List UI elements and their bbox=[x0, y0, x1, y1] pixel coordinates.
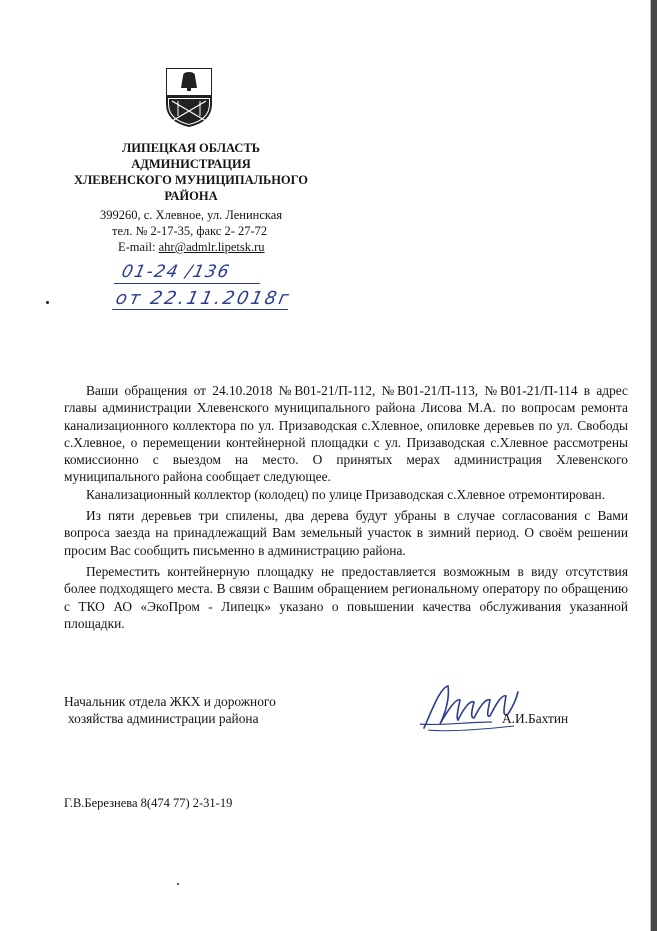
signatory-position: Начальник отдела ЖКХ и дорожного bbox=[64, 694, 276, 709]
paragraph-1: Ваши обращения от 24.10.2018 №В01-21/П-112, №В01-21/П-113, №В01-21/П-114 в адрес главы администрации Хлевенского муниципального района Лисова М.А. по вопросам ремонта канализационного коллектора по ул. Призаводская с.Хлевное, опиловке деревьев по ул. Свободы с.Хлевное, о перемещении контейнерной площадки с ул. Призаводская с.Хлевное рассмотрены комиссионно с выездом на место. О принятых мерах администрация Хлевенского муниципального района сообщает следующее. bbox=[64, 383, 628, 485]
scan-speck bbox=[46, 301, 49, 304]
scan-edge bbox=[651, 0, 657, 931]
paragraph-3: Из пяти деревьев три спилены, два дерева будут убраны в случае согласования с Вами вопроса заезда на принадлежащий Вам земельный участок в зимний период. О своём решении просим Вас сообщить письменно в администрацию района. bbox=[64, 508, 628, 558]
paragraph-2: Канализационный коллектор (колодец) по улице Призаводская с.Хлевное отремонтирован. bbox=[86, 486, 605, 502]
registration-number: 01-24 /136 bbox=[119, 262, 233, 282]
email-label: E-mail: bbox=[118, 240, 159, 254]
handwritten-signature bbox=[418, 680, 524, 736]
registration-date: от 22.11.2018г bbox=[113, 288, 293, 309]
email-line bbox=[118, 239, 265, 255]
region-title: ЛИПЕЦКАЯ ОБЛАСТЬ bbox=[121, 141, 261, 155]
coat-of-arms-icon bbox=[164, 66, 214, 128]
district-title: ХЛЕВЕНСКОГО МУНИЦИПАЛЬНОГО bbox=[73, 173, 309, 187]
postal-address: 399260, с. Хлевное, ул. Ленинская bbox=[100, 208, 283, 222]
signatory-name: А.И.Бахтин bbox=[502, 711, 569, 726]
administration-title: АДМИНИСТРАЦИЯ bbox=[131, 157, 251, 171]
registration-number-underline bbox=[114, 283, 260, 284]
district-title-cont: РАЙОНА bbox=[164, 189, 218, 203]
signatory-position-cont: хозяйства администрации района bbox=[68, 711, 259, 726]
phone-fax: тел. № 2-17-35, факс 2- 27-72 bbox=[112, 224, 268, 238]
paragraph-4: Переместить контейнерную площадку не предоставляется возможным в виду отсутствия более подходящего места. В связи с Вашим обращением региональному оператору по обращению с ТКО АО «ЭкоПром - Липецк» указано о повышении качества обслуживания указанной площадки. bbox=[64, 563, 628, 631]
executor-contact: Г.В.Березнева 8(474 77) 2-31-19 bbox=[64, 796, 233, 810]
letter-body bbox=[64, 382, 628, 632]
email-link[interactable]: ahr@admlr.lipetsk.ru bbox=[158, 240, 265, 254]
scan-speck bbox=[177, 883, 179, 885]
registration-date-underline bbox=[112, 309, 288, 310]
scan-edge-line bbox=[650, 0, 651, 931]
